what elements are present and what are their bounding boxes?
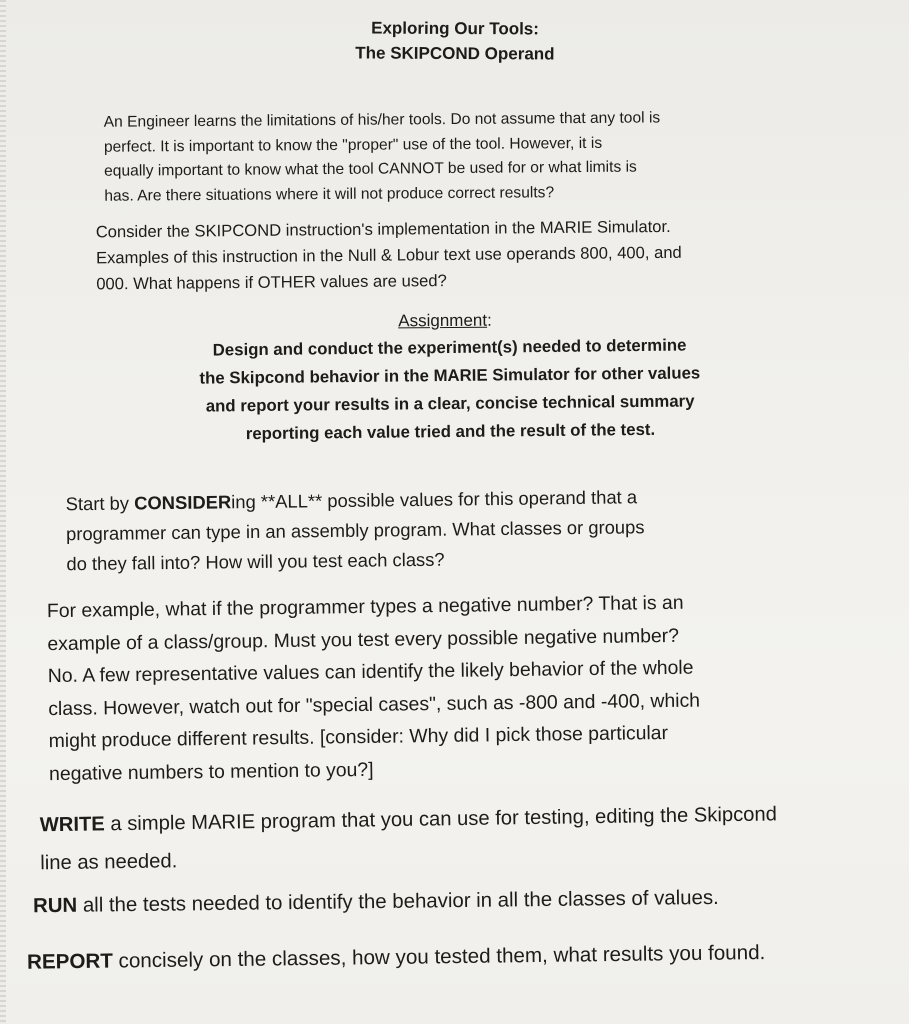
report-paragraph [27,936,897,977]
intro-line: An Engineer learns the limitations of his/her tools. Do not assume that any tool is [103,109,661,131]
intro-line: has. Are there situations where it will not produce correct results? [104,183,555,205]
consider-line: 000. What happens if OTHER values are used? [96,271,447,294]
run-rest: all the tests needed to identify the behavior in all the classes of values. [77,886,719,917]
run-keyword: RUN [32,894,78,918]
example-line: class. However, watch out for "special cases", such as -800 and -400, which [48,689,701,720]
assignment-heading [300,307,590,335]
start-rest: ing **ALL** possible values for this operand that a [231,486,638,513]
example-line: might produce different results. [consider: Why did I pick those particular [48,721,669,753]
example-line: No. A few representative values can identify the likely behavior of the whole [47,656,694,688]
example-line: negative numbers to mention to you?] [48,758,374,785]
report-line [27,936,897,977]
assignment-line: reporting each value tried and the result of the test. [245,419,656,444]
consider-line: Examples of this instruction in the Null & Lobur text use operands 800, 400, and [95,242,682,268]
write-rest: a simple MARIE program that you can use for testing, editing the Skipcond [104,803,778,836]
start-paragraph [65,481,766,580]
run-paragraph [33,881,893,922]
consider-line: Consider the SKIPCOND instruction's implementation in the MARIE Simulator. [95,216,671,242]
assignment-heading-text: Assignment [398,310,488,331]
document-title [240,15,670,67]
start-line-3: do they fall into? How will you test each class? [66,548,445,575]
assignment-line: Design and conduct the experiment(s) needed to determine [212,335,687,360]
title-line-2: The SKIPCOND Operand [355,43,555,64]
intro-line: equally important to know what the tool CANNOT be used for or what limits is [104,158,637,180]
report-rest: concisely on the classes, how you tested them, what results you found. [112,941,766,973]
consider-paragraph [96,213,809,298]
assignment-line: the Skipcond behavior in the MARIE Simulator for other values [199,363,701,388]
start-prefix: Start by [65,492,135,515]
intro-paragraph [104,105,805,208]
report-keyword: REPORT [26,949,114,974]
run-line [33,881,893,922]
assignment-heading-colon: : [486,310,492,330]
title-line-1: Exploring Our Tools: [371,18,540,39]
example-paragraph [47,585,829,790]
intro-line: perfect. It is important to know the "proper" use of the tool. However, it is [103,134,603,156]
example-line: For example, what if the programmer types a negative number? That is an [46,591,684,623]
assignment-body [139,331,760,449]
start-line-2: programmer can type in an assembly program. What classes or groups [65,516,645,545]
consider-keyword: CONSIDER [134,491,232,514]
write-paragraph [39,794,890,883]
assignment-line: and report your results in a clear, concise technical summary [205,391,695,416]
write-line-2: line as needed. [40,850,178,875]
write-keyword: WRITE [39,813,105,837]
example-line: example of a class/group. Must you test every possible negative number? [47,624,680,655]
